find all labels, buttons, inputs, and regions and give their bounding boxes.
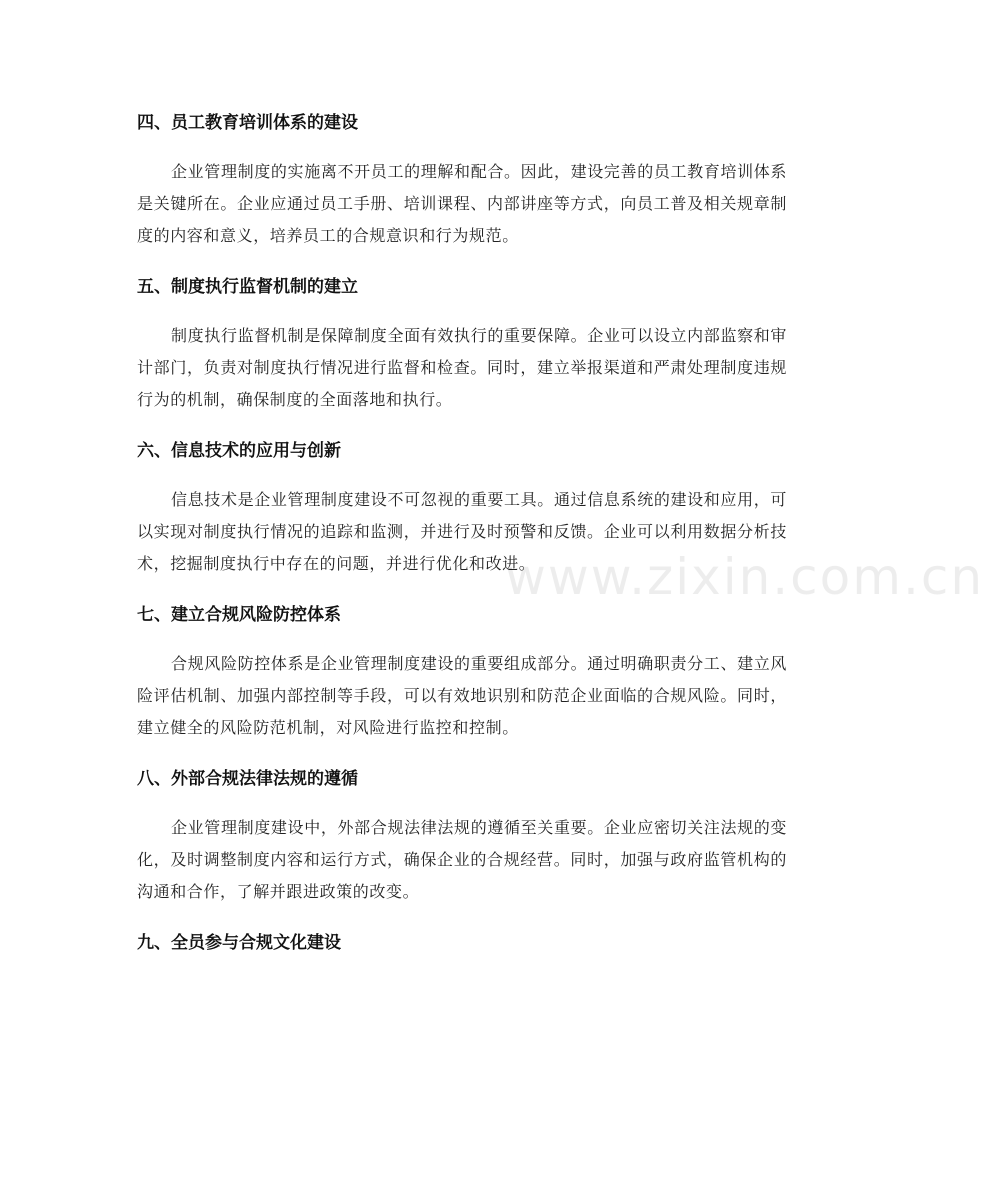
section-paragraph: 企业管理制度的实施离不开员工的理解和配合。因此，建设完善的员工教育培训体系是关键所在。企业应通过员工手册、培训课程、内部讲座等方式，向员工普及相关规章制度的内容和意义，培养员工的合规意识和行为规范。 [137, 162, 787, 245]
section-paragraph: 企业管理制度建设中，外部合规法律法规的遵循至关重要。企业应密切关注法规的变化，及时调整制度内容和运行方式，确保企业的合规经营。同时，加强与政府监管机构的沟通和合作，了解并跟进政策的改变。 [137, 818, 787, 901]
section-paragraph: 合规风险防控体系是企业管理制度建设的重要组成部分。通过明确职责分工、建立风险评估机制、加强内部控制等手段，可以有效地识别和防范企业面临的合规风险。同时，建立健全的风险防范机制，对风险进行监控和控制。 [137, 654, 787, 737]
section-heading: 四、员工教育培训体系的建设 [137, 113, 358, 133]
section-heading: 九、全员参与合规文化建设 [137, 933, 341, 953]
section-8 [137, 760, 787, 908]
section-4 [137, 104, 787, 252]
section-heading: 五、制度执行监督机制的建立 [137, 277, 358, 297]
watermark: www.zixin.com.cn [505, 548, 984, 606]
section-5 [137, 268, 787, 416]
section-heading: 八、外部合规法律法规的遵循 [137, 769, 358, 789]
section-paragraph: 信息技术是企业管理制度建设不可忽视的重要工具。通过信息系统的建设和应用，可以实现对制度执行情况的追踪和监测，并进行及时预警和反馈。企业可以利用数据分析技术，挖掘制度执行中存在的问题，并进行优化和改进。 [137, 490, 787, 573]
section-6 [137, 432, 787, 580]
section-heading: 七、建立合规风险防控体系 [137, 605, 341, 625]
section-paragraph: 制度执行监督机制是保障制度全面有效执行的重要保障。企业可以设立内部监察和审计部门，负责对制度执行情况进行监督和检查。同时，建立举报渠道和严肃处理制度违规行为的机制，确保制度的全面落地和执行。 [137, 326, 787, 409]
section-7 [137, 596, 787, 744]
section-9 [137, 924, 787, 962]
section-heading: 六、信息技术的应用与创新 [137, 441, 341, 461]
document-page [137, 104, 787, 976]
